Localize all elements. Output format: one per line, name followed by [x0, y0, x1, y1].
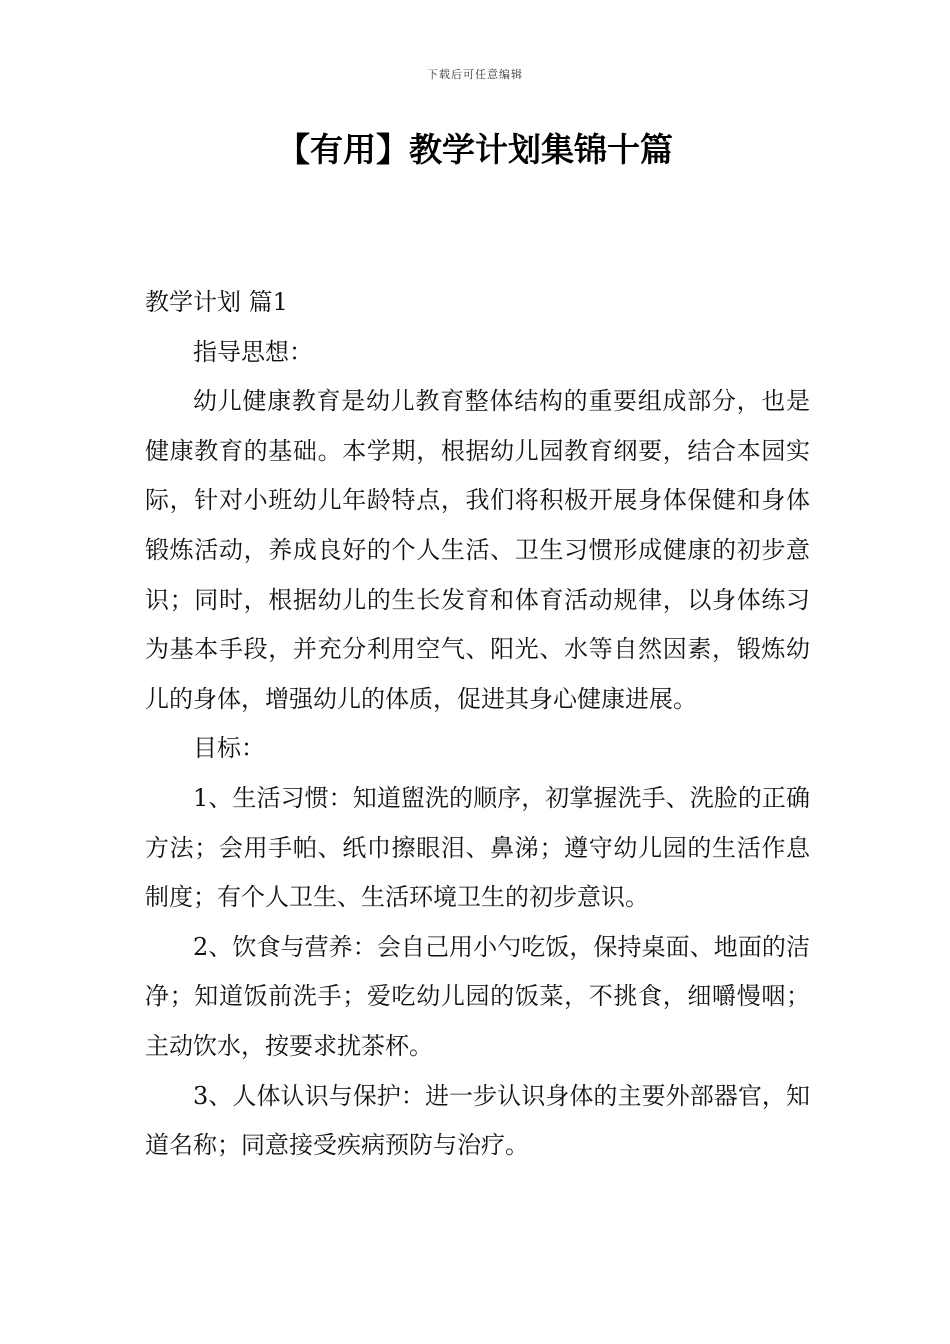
paragraph-goal-3: 3、人体认识与保护：进一步认识身体的主要外部器官，知道名称；同意接受疾病预防与治疗。: [145, 1081, 810, 1160]
paragraph-goals-label: 目标：: [193, 734, 265, 763]
paragraph-goal-2: 2、饮食与营养：会自己用小勺吃饭，保持桌面、地面的洁净；知道饭前洗手；爱吃幼儿园的饭菜，不挑食，细嚼慢咽；主动饮水，按要求扰茶杯。: [145, 932, 810, 1060]
document-body: [145, 278, 810, 1171]
paragraph-guiding-idea-label: 指导思想：: [193, 337, 313, 366]
header-note: 下载后可任意编辑: [427, 68, 523, 81]
section-heading: 教学计划 篇1: [145, 288, 288, 316]
paragraph-guiding-idea: 幼儿健康教育是幼儿教育整体结构的重要组成部分，也是健康教育的基础。本学期，根据幼儿园教育纲要，结合本园实际，针对小班幼儿年龄特点，我们将积极开展身体保健和身体锻炼活动，养成良好的个人生活、卫生习惯形成健康的初步意识；同时，根据幼儿的生长发育和体育活动规律，以身体练习为基本手段，并充分利用空气、阳光、水等自然因素，锻炼幼儿的身体，增强幼儿的体质，促进其身心健康进展。: [145, 387, 810, 713]
document-title: 【有用】教学计划集锦十篇: [277, 130, 673, 169]
paragraph-goal-1: 1、生活习惯：知道盥洗的顺序，初掌握洗手、洗脸的正确方法；会用手帕、纸巾擦眼泪、鼻涕；遵守幼儿园的生活作息制度；有个人卫生、生活环境卫生的初步意识。: [145, 783, 810, 912]
